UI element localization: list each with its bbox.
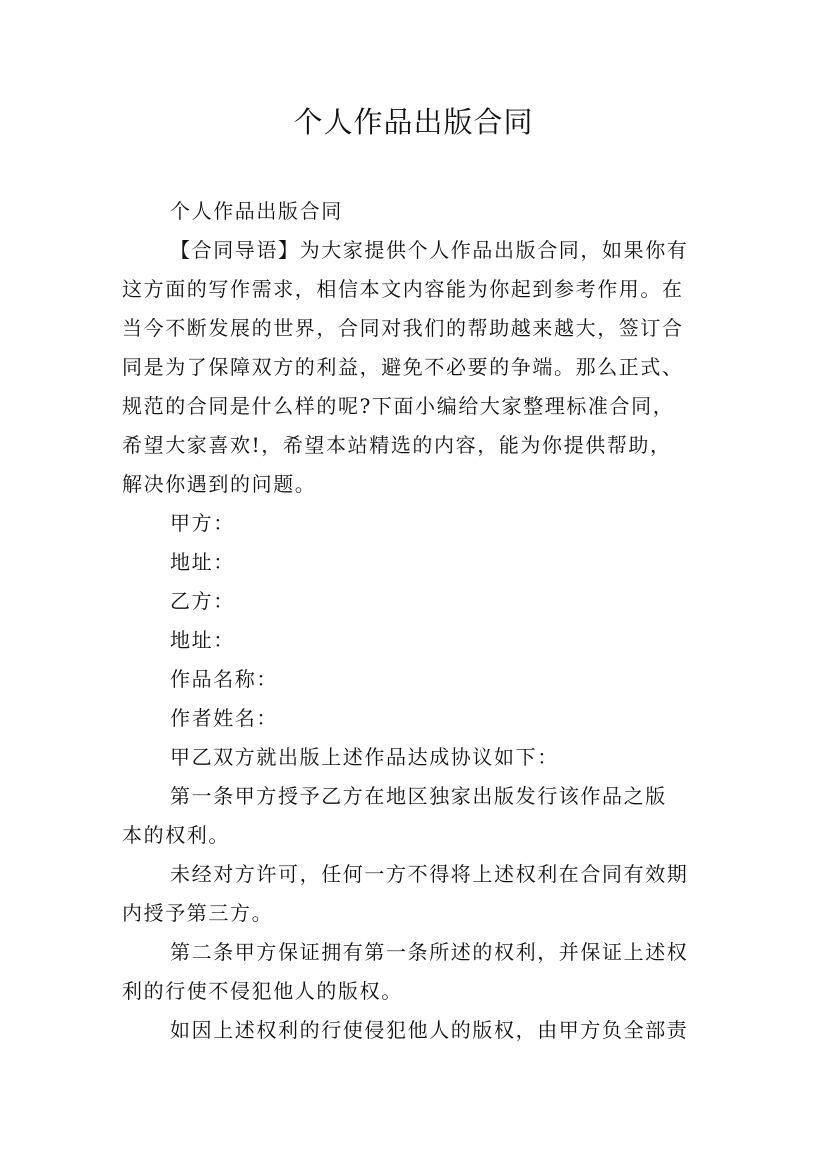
paragraph-line: 希望大家喜欢!，希望本站精选的内容，能为你提供帮助，	[122, 433, 672, 457]
paragraph-agreement: 甲乙双方就出版上述作品达成协议如下：	[170, 745, 559, 769]
paragraph-line: 同是为了保障双方的利益，避免不必要的争端。那么正式、	[122, 355, 684, 379]
paragraph-address-b: 地址：	[170, 628, 235, 652]
paragraph-line: 规范的合同是什么样的呢?下面小编给大家整理标准合同，	[122, 394, 675, 418]
document-body	[122, 192, 712, 1050]
paragraph-liability: 如因上述权利的行使侵犯他人的版权，由甲方负全部责	[170, 1018, 689, 1042]
paragraph-line: 利的行使不侵犯他人的版权。	[122, 979, 403, 1003]
paragraph-work-title: 作品名称：	[170, 667, 278, 691]
paragraph-article-2	[122, 933, 712, 1011]
paragraph-line: 本的权利。	[122, 823, 230, 847]
paragraph-subtitle: 个人作品出版合同	[170, 199, 343, 223]
paragraph-party-a: 甲方：	[170, 511, 235, 535]
paragraph-address-a: 地址：	[170, 550, 235, 574]
document-title: 个人作品出版合同	[293, 105, 534, 139]
paragraph-line: 这方面的写作需求，相信本文内容能为你起到参考作用。在	[122, 277, 684, 301]
paragraph-article-1	[122, 777, 712, 855]
paragraph-intro	[122, 231, 712, 504]
paragraph-line: 解决你遇到的问题。	[122, 472, 317, 496]
paragraph-line: 内授予第三方。	[122, 901, 274, 925]
paragraph-no-transfer	[122, 855, 712, 933]
paragraph-line: 未经对方许可，任何一方不得将上述权利在合同有效期	[170, 862, 689, 886]
paragraph-party-b: 乙方：	[170, 589, 235, 613]
paragraph-line: 第二条甲方保证拥有第一条所述的权利，并保证上述权	[170, 940, 689, 964]
paragraph-author-name: 作者姓名：	[170, 706, 278, 730]
paragraph-line: 第一条甲方授予乙方在地区独家出版发行该作品之版	[170, 784, 667, 808]
paragraph-line: 【合同导语】为大家提供个人作品出版合同，如果你有	[170, 238, 689, 262]
paragraph-line: 当今不断发展的世界，合同对我们的帮助越来越大，签订合	[122, 316, 684, 340]
